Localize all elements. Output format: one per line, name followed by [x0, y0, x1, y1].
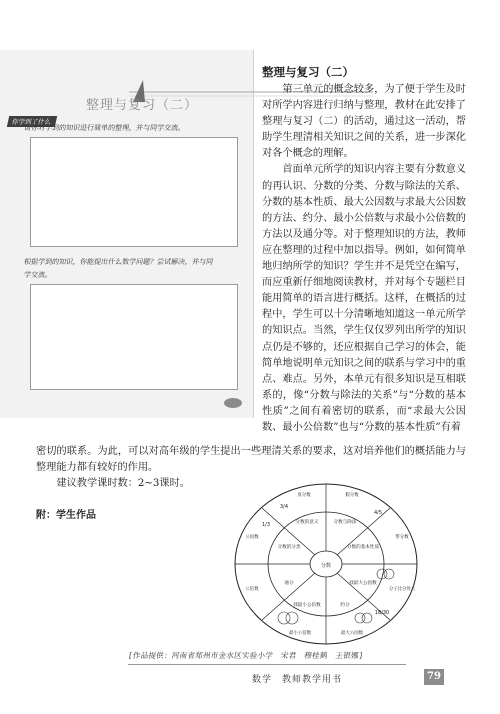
textbook-title: 整理与复习（二） — [86, 98, 199, 113]
textbook-prompt-2b: 学交流。 — [23, 271, 53, 279]
lesson-hours: 建议教学课时数：2~3课时。 — [56, 478, 190, 490]
paragraph-1: 第三单元的概念较多，为了便于学生及时对所学内容进行归纳与整理，教材在此安排了整理与复习（二）的活动，通过这一活动，帮助学生理清相关知识之间的关系，进一步深化对各个概念的理解。 — [262, 84, 466, 160]
wheel-outer-6: 最小公倍数 — [289, 631, 311, 636]
wheel-outer-3: 带分数 — [395, 535, 409, 540]
wheel-inner-5: 约分 — [340, 603, 350, 608]
credit-line: [作品提供：河南省郑州市金水区实验小学 宋君 穆桂鹤 王银娜] — [127, 651, 365, 660]
wheel-inner-3: 分数的基本性质 — [346, 545, 380, 550]
wheel-fraction-3: 4/5 — [373, 510, 383, 516]
footer-book-title: 数学 教师教学用书 — [252, 675, 343, 685]
wheel-outer-1: 真分数 — [297, 493, 311, 498]
wheel-outer-4: 分子比分母大 — [388, 587, 416, 592]
section-body — [262, 82, 466, 436]
wheel-inner-6: 找最小公倍数 — [293, 603, 321, 608]
textbook-page-mark — [224, 398, 242, 408]
paragraph-2: 首面单元所学的知识内容主要有分数意义的再认识、分数的分类、分数与除法的关系、分数的基本性质、最大公因数与求最大公因数的方法、约分、最小公倍数与求最小公倍数的方法以及通分等。对于整理知识的方法，教师应在整理的过程中加以指导。例如，如何简单地归纳所学的知识？学生并不是凭空在编写，而应重新仔细地阅读教材，并对每个专题栏目能用简单的语言进行概括。这样，在概括的过程中，学生可以十分清晰地知道这一单元所学的知识点。当然，学生仅仅罗列出所学的知识点仍是不够的，还应根据自己学习的体会，能简单地说明单元知识之间的联系与学习中的重点、难点。另外，本单元有很多知识是互相联系的，像“分数与除法的关系”与“分数的基本性质”之间有着密切的联系，而“求最大公因数、最小公倍数”也与“分数的基本性质”有着 — [262, 164, 466, 433]
wheel-center: 分数 — [320, 563, 332, 569]
page-number: 79 — [424, 669, 444, 685]
wheel-outer-5: 最大公因数 — [341, 631, 363, 636]
answer-box-1 — [30, 137, 238, 247]
answer-box-2 — [30, 284, 238, 390]
paragraph-2-continued: 密切的联系。为此，可以对高年级的学生提出一些理清关系的要求，这对培养他们的概括能力与整理能力都有较好的作用。 — [36, 446, 466, 474]
textbook-badge: 你学到了什么 — [7, 116, 57, 127]
section-title: 整理与复习（二） — [262, 65, 354, 79]
wheel-inner-8: 分数的分类 — [277, 545, 301, 550]
wheel-inner-1: 分数的意义 — [295, 520, 319, 525]
student-work-wheel — [232, 478, 420, 646]
footer-divider — [128, 664, 406, 665]
wheel-outer-2: 假分数 — [345, 493, 359, 498]
wheel-outer-7: 公倍数 — [245, 587, 259, 592]
textbook-prompt-1: 请你对学到的知识进行简单的整理，并与同学交流。 — [23, 124, 186, 132]
appendix-title: 附：学生作品 — [36, 510, 96, 521]
wheel-fraction-4: 18/30 — [374, 610, 390, 616]
wheel-inner-4: 找最大公因数 — [349, 581, 377, 586]
textbook-prompt-2a: 根据学到的知识，你能提出什么数学问题？尝试解决，并与同 — [23, 258, 214, 266]
wheel-inner-2: 分数与除法 — [333, 520, 357, 525]
wheel-outer-8: 公因数 — [245, 535, 259, 540]
wheel-fraction-1: 3/4 — [279, 504, 289, 510]
wheel-fraction-2: 1/3 — [261, 522, 271, 528]
wheel-inner-7: 通分 — [284, 581, 294, 586]
